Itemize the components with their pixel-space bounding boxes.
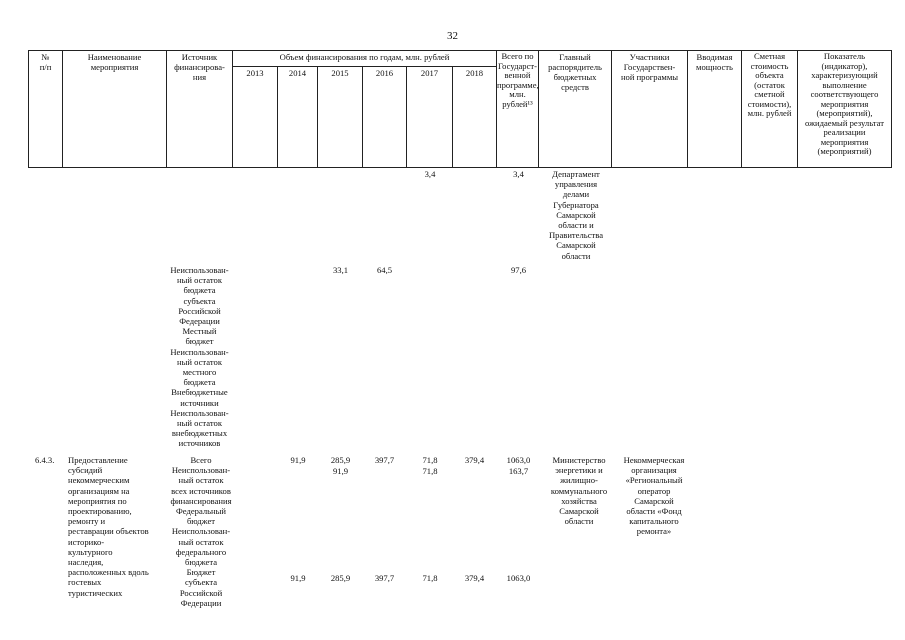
- row3-regional-total: 1063,0: [506, 573, 531, 583]
- header-year-2015: 2015: [317, 66, 363, 168]
- row3-number: 6.4.3.: [35, 455, 55, 465]
- row3-unused-year-2015: 91,9: [332, 466, 349, 476]
- header-funding: Объем финансирования по годам, млн. рублей: [232, 50, 497, 67]
- header-year-2017: 2017: [406, 66, 453, 168]
- row3-name: Предоставление субсидий некоммерческим организациям на мероприятия по проектированию, ремонту и реставрации объектов историко- культурного наследия, расположенных вдоль гостевых туристических: [68, 455, 149, 598]
- row3-total-year-2016: 397,7: [374, 455, 395, 465]
- header-chief-administrator: Главный распорядитель бюджетных средств: [538, 50, 612, 168]
- header-year-2013: 2013: [232, 66, 278, 168]
- row3-regional-year-2018: 379,4: [464, 573, 485, 583]
- row3-total-year-2014: 91,9: [290, 455, 306, 465]
- header-capacity: Вводимая мощность: [687, 50, 742, 168]
- row3-source: Всего Неиспользован- ный остаток всех источников финансирования Федеральный бюджет Неиспользован- ный остаток федерального бюджета Бюджет субъекта Российской Федерации: [170, 455, 232, 608]
- header-indicator: Показатель (индикатор), характеризующий выполнение соответствующего мероприятия (мероприятий), ожидаемый результат реализации мероприятия (мероприятий): [797, 50, 892, 168]
- row1-total: 3,4: [513, 169, 524, 179]
- page-number: 32: [447, 30, 458, 42]
- row3-total-total: 1063,0: [506, 455, 531, 465]
- header-source: Источник финансирова- ния: [166, 50, 233, 168]
- row3-chief-administrator: Министерство энергетики и жилищно- коммунального хозяйства Самарской области: [550, 455, 608, 527]
- row3-total-year-2015: 285,9: [330, 455, 351, 465]
- row3-participants: Некоммерческая организация «Региональный оператор Самарской области «Фонд капитального ремонта»: [623, 455, 685, 537]
- header-participants: Участники Государствен- ной программы: [611, 50, 688, 168]
- row2-year-2016: 64,5: [376, 265, 393, 275]
- row3-regional-year-2015: 285,9: [330, 573, 351, 583]
- row3-unused-year-2017: 71,8: [422, 466, 438, 476]
- header-year-2016: 2016: [362, 66, 407, 168]
- row2-year-2015: 33,1: [332, 265, 349, 275]
- row3-total-year-2017: 71,8: [422, 455, 438, 465]
- row3-total-year-2018: 379,4: [464, 455, 485, 465]
- row3-regional-year-2017: 71,8: [422, 573, 438, 583]
- header-number: № п/п: [28, 50, 63, 168]
- row3-regional-year-2016: 397,7: [374, 573, 395, 583]
- row3-regional-year-2014: 91,9: [290, 573, 306, 583]
- row2-total: 97,6: [510, 265, 527, 275]
- header-year-2014: 2014: [277, 66, 318, 168]
- header-total: Всего по Государст- венной программе, млн. рублей¹³: [496, 50, 539, 168]
- header-year-2018: 2018: [452, 66, 497, 168]
- row2-source: Неиспользован- ный остаток бюджета субъекта Российской Федерации Местный бюджет Неиспользован- ный остаток местного бюджета Внебюджетные источники Неиспользован- ный остаток внебюджетных источников: [170, 265, 229, 449]
- header-name: Наименование мероприятия: [62, 50, 167, 168]
- row1-year-2017: 3,4: [424, 169, 436, 179]
- row3-unused-total: 163,7: [508, 466, 529, 476]
- row1-chief-administrator: Департамент управления делами Губернатора Самарской области и Правительства Самарской области: [548, 169, 604, 261]
- header-estimated-cost: Сметная стоимость объекта (остаток сметной стоимости), млн. рублей: [741, 50, 798, 168]
